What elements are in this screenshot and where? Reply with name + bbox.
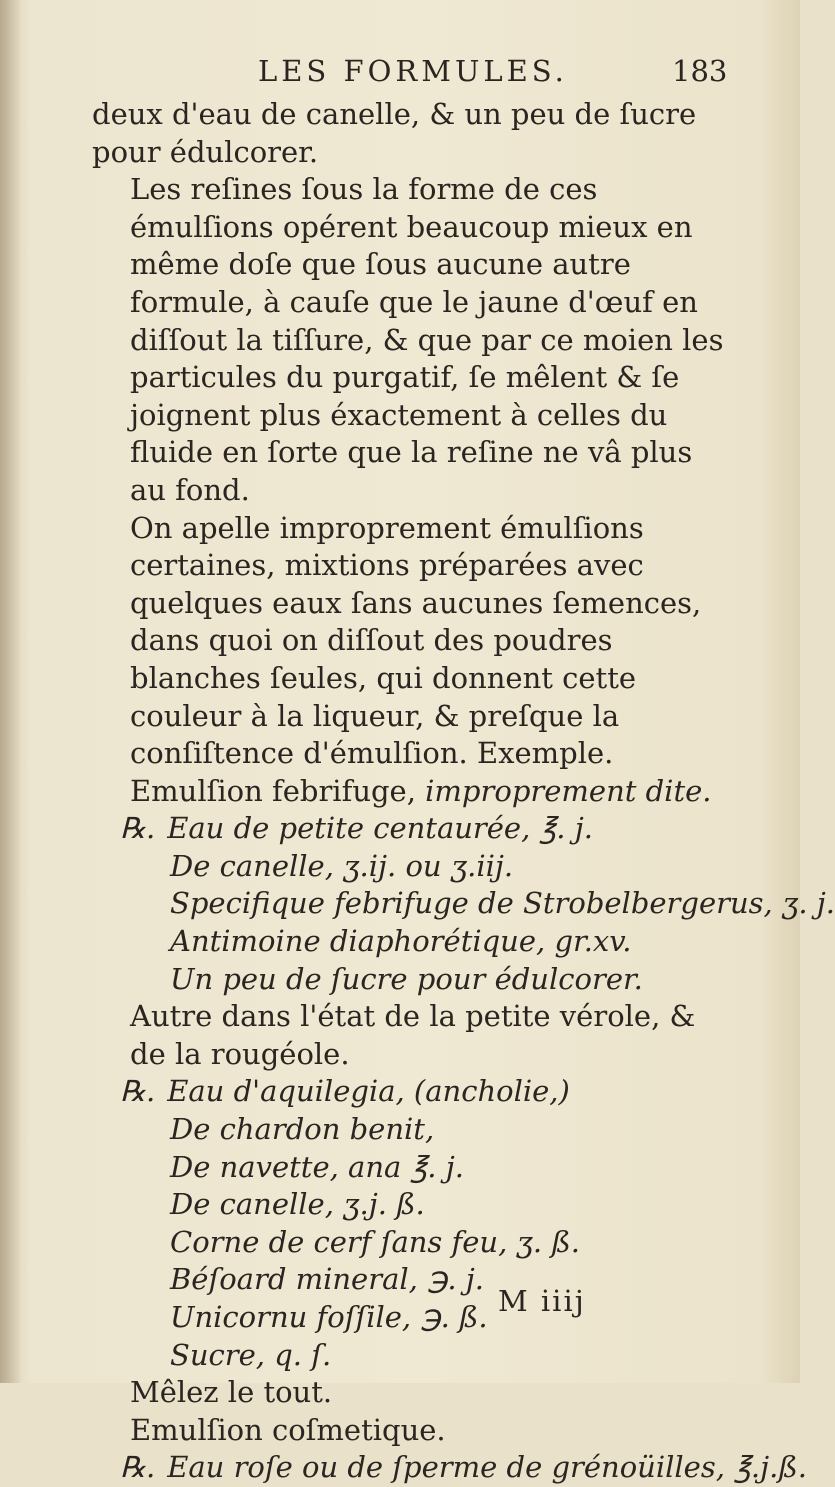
ingredient-line: ℞. Eau roſe ou de ſperme de grénoüilles, ℥.j.ß. — [120, 1450, 807, 1485]
body-text — [92, 96, 835, 1487]
recipe-symbol: ℞. — [120, 1450, 156, 1485]
paragraph-1: deux d'eau de canelle, & un peu de ſucre pour édulcorer. — [92, 97, 697, 169]
recipe-title-italic: improprement dite. — [425, 773, 712, 808]
spine-shadow — [0, 0, 22, 1383]
ingredient-line: Corne de cerf ſans feu, ʒ. ß. — [170, 1224, 580, 1259]
ingredient-line: ℞. Eau d'aquilegia, (ancholie,) — [120, 1074, 570, 1109]
paragraph-3: On apelle improprement émulſions certaines, mixtions préparées avec quelques eaux ſans aucunes ſemences, dans quoi on diſſout des poudres blanches ſeules, qui donnent cette couleur à la liqueur, & preſque la conſiſtence d'émulſion. Exemple. — [130, 510, 702, 771]
recipe-verole — [92, 998, 732, 1412]
ingredient-line: De canelle, ʒ.j. ß. — [170, 1187, 425, 1222]
recipe-closing: Mêlez le tout. — [130, 1375, 333, 1410]
recipe-heading: Emulſion coſmetique. — [130, 1412, 446, 1447]
ingredient-line: Sucre, q. ſ. — [170, 1337, 332, 1372]
ingredient-line: Un peu de ſucre pour édulcorer. — [170, 961, 643, 996]
recipe-title: Emulſion febrifuge, — [130, 773, 416, 808]
ingredient-line: De canelle, ʒ.ij. ou ʒ.iij. — [170, 848, 514, 883]
signature-mark: M iiij — [498, 1284, 586, 1318]
recipe-heading: Autre dans l'état de la petite vérole, & de la rougéole. — [130, 999, 696, 1071]
ingredient-line: Unicornu foſſile, ℈. ß. — [170, 1300, 488, 1334]
recipe-symbol: ℞. — [120, 811, 156, 846]
ingredient-line: De navette, ana ℥. j. — [170, 1149, 464, 1184]
recipe-symbol: ℞. — [120, 1074, 156, 1109]
recipe-febrifuge — [92, 773, 835, 999]
running-title: LES FORMULES. — [258, 54, 568, 88]
page-number: 183 — [672, 54, 728, 88]
paragraph-2: Les reſines ſous la forme de ces émulſions opérent beaucoup mieux en même doſe que ſous aucune autre formule, à cauſe que le jaune d'œuf en diſſout la tiſſure, & que par ce moien les particules du purgatif, ſe mêlent & ſe joignent plus éxactement à celles du fluide en ſorte que la reſine ne vâ plus au fond. — [130, 172, 724, 507]
ingredient-line: ℞. Eau de petite centaurée, ℥. j. — [120, 811, 593, 846]
ingredient-line: Antimoine diaphorétique, gr.xv. — [170, 924, 632, 959]
recipe-heading — [92, 773, 732, 811]
ingredient-line: Béſoard mineral, ℈. j. — [170, 1262, 484, 1297]
ingredient-line: De chardon benit, — [170, 1112, 435, 1147]
ingredient-line: Specifique febrifuge de Strobelbergerus, ʒ. j. — [170, 886, 835, 921]
recipe-cosmetique — [92, 1412, 807, 1487]
page-header — [0, 54, 800, 94]
